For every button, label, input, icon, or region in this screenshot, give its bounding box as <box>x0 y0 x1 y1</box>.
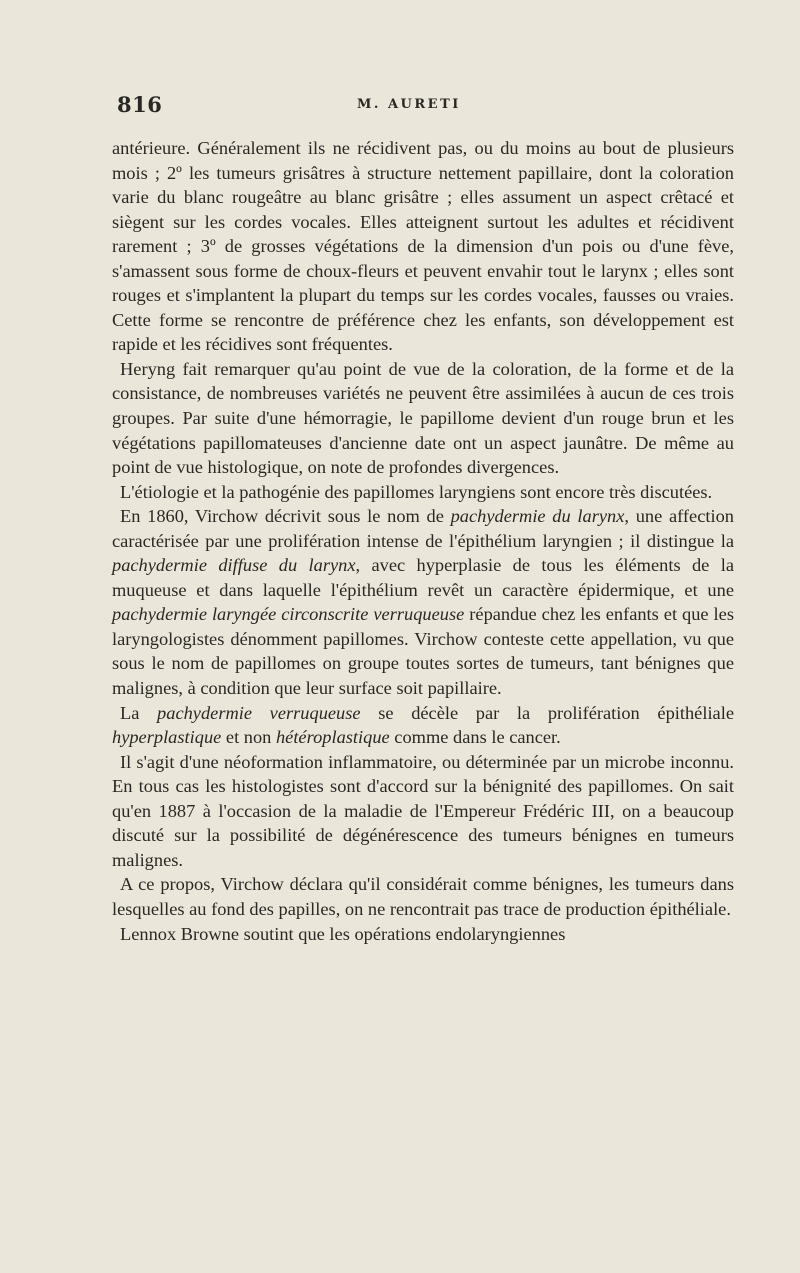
term-heteroplastique: hétéroplastique <box>275 727 390 748</box>
paragraph-7: A ce propos, Virchow déclara qu'il considérait comme bénignes, les tumeurs dans lesquelles au fond des papilles, on ne rencontrait pas trace de production épithéliale. <box>112 874 734 919</box>
paragraph-5-text-c: et non <box>221 727 276 748</box>
term-pachydermie-diffuse: pachydermie diffuse du larynx <box>112 555 356 576</box>
paragraph-5 <box>112 701 734 750</box>
paragraph-4-text-b: , une affection caractérisée par une prolifération intense de l'épithélium laryngien ; il distingue la <box>112 506 734 551</box>
term-pachydermie-du-larynx: pachydermie du larynx <box>450 506 625 527</box>
body-text <box>112 136 734 946</box>
paragraph-5-text-a: La <box>120 702 158 723</box>
paragraph-5-text-b: se décèle par la prolifération épithéliale <box>360 702 734 723</box>
term-hyperplastique: hyperplastique <box>112 727 222 748</box>
paragraph-2: Heryng fait remarquer qu'au point de vue de la coloration, de la forme et de la consistance, de nombreuses variétés ne peuvent être assimilées à aucun de ces trois groupes. Par suite d'une hémorragie, le papillome devient d'un rouge brun et les végétations papillomateuses d'ancienne date ont un aspect jaunâtre. De même au point de vue histologique, on note de profondes divergences. <box>112 358 734 478</box>
paragraph-5-text-d: comme dans le cancer. <box>389 727 561 748</box>
paragraph-4-text-d: répandue chez les enfants et que les laryngologistes dénomment papillomes. Virchow conteste cette appellation, vu que sous le nom de papillomes on groupe toutes sortes de tumeurs, tant bénignes que malignes, à condition que leur surface soit papillaire. <box>112 604 734 699</box>
paragraph-3: L'étiologie et la pathogénie des papillomes laryngiens sont encore très discutées. <box>120 481 713 502</box>
paragraph-4-text-c: , avec hyperplasie de tous les éléments de la muqueuse et dans laquelle l'épithélium revêt un caractère épidermique, et une <box>112 555 734 600</box>
term-pachydermie-verruqueuse: pachydermie verruqueuse <box>157 702 361 723</box>
header-author: M. AURETI <box>357 97 461 112</box>
paragraph-1: antérieure. Généralement ils ne récidivent pas, ou du moins au bout de plusieurs mois ; 2º les tumeurs grisâtres à structure nettement papillaire, dont la coloration varie du blanc rougeâtre au blanc grisâtre ; elles assument un aspect crêtacé et siègent sur les cordes vocales. Elles atteignent surtout les adultes et récidivent rarement ; 3º de grosses végétations de la dimension d'un pois ou d'une fève, s'amassent sous forme de choux-fleurs et peuvent envahir tout le larynx ; elles sont rouges et s'implantent la plupart du temps sur les cordes vocales, fausses ou vraies. Cette forme se rencontre de préférence chez les enfants, son développement est rapide et les récidives sont fréquentes. <box>112 138 734 355</box>
term-pachydermie-circonscrite: pachydermie laryngée circonscrite verruqueuse <box>112 604 465 625</box>
paragraph-4-text-a: En 1860, Virchow décrivit sous le nom de <box>120 506 451 527</box>
running-header <box>117 92 737 122</box>
paragraph-6: Il s'agit d'une néoformation inflammatoire, ou déterminée par un microbe inconnu. En tous cas les histologistes sont d'accord sur la bénignité des papillomes. On sait qu'en 1887 à l'occasion de la maladie de l'Empereur Frédéric III, on a beaucoup discuté sur la possibilité de dégénérescence des tumeurs bénignes en tumeurs malignes. <box>112 751 734 870</box>
paragraph-4 <box>112 504 734 700</box>
paragraph-8: Lennox Browne soutint que les opérations endolaryngiennes <box>120 923 566 944</box>
page-number: 816 <box>117 92 163 117</box>
